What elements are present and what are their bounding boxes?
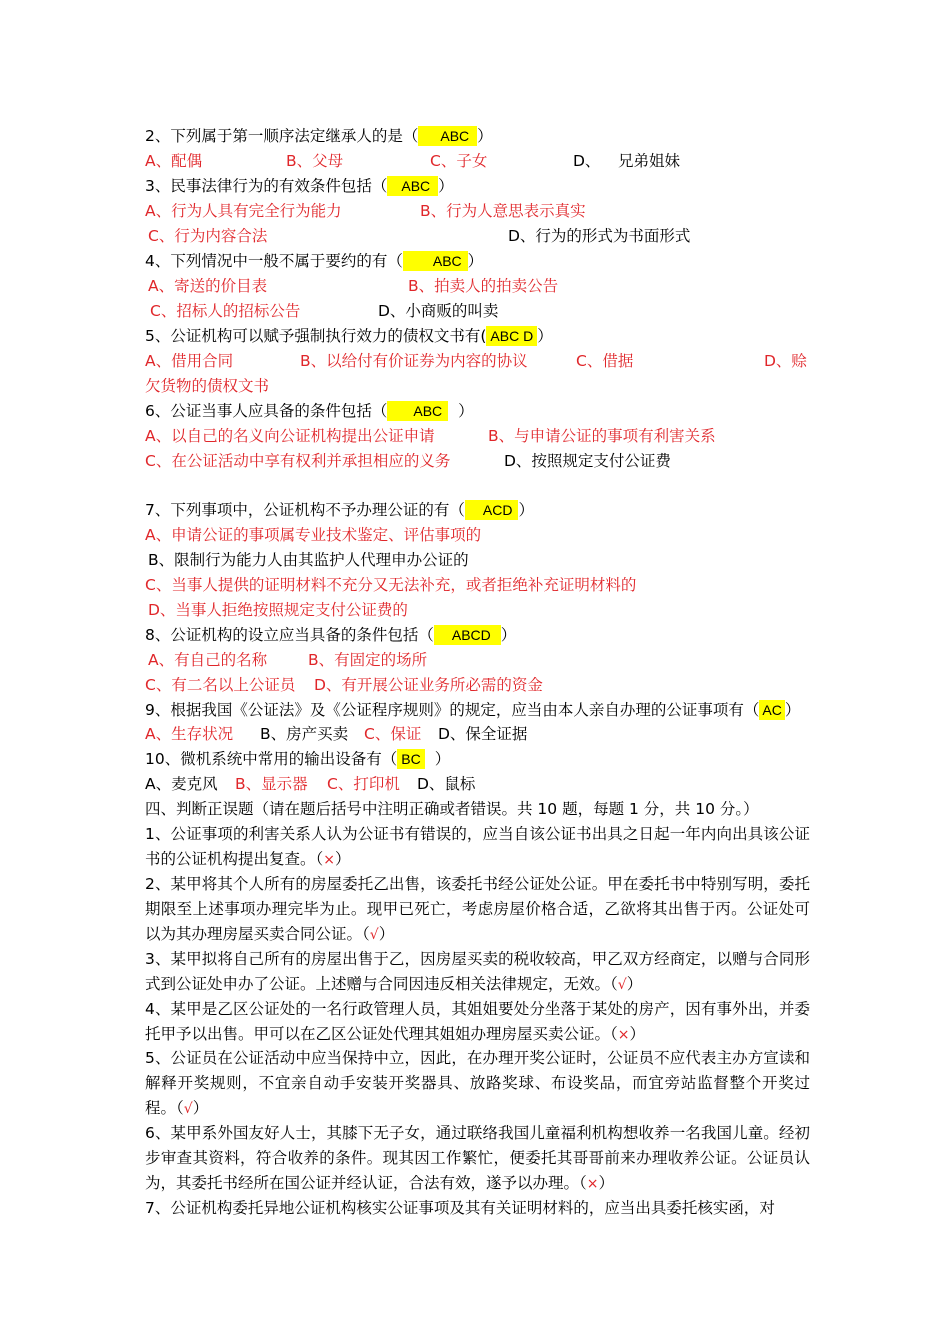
section-heading: 四、判断正误题（请在题后括号中注明正确或者错误。共 10 题，每题 1 分，共 10 分。） bbox=[145, 800, 759, 818]
option: A、以自己的名义向公证机构提出公证申请 bbox=[145, 427, 435, 445]
option: B、与申请公证的事项有利害关系 bbox=[488, 427, 716, 445]
option: A、寄送的价目表 bbox=[148, 277, 268, 295]
question-8-stem: 8、公证机构的设立应当具备的条件包括（ ABCD ） bbox=[145, 626, 517, 644]
option: C、在公证活动中享有权利并承担相应的义务 bbox=[145, 452, 451, 470]
answer-highlight: ABC bbox=[387, 176, 438, 196]
option: C、招标人的招标公告 bbox=[150, 302, 301, 320]
option: D、按照规定支付公证费 bbox=[504, 452, 671, 470]
tf-item-7: 7、公证机构委托异地公证机构核实公证事项及其有关证明材料的，应当出具委托核实函，对 bbox=[145, 1199, 775, 1217]
tf-item-5: 5、公证员在公证活动中应当保持中立，因此，在办理开奖公证时，公证员不应代表主办方宣读和解释开奖规则，不宜亲自动手安装开奖器具、放路奖球、布设奖品，而宜旁站监督整个开奖过程。（√） bbox=[145, 1049, 810, 1117]
option: C、当事人提供的证明材料不充分又无法补充，或者拒绝补充证明材料的 bbox=[145, 576, 637, 594]
question-2-stem: 2、下列属于第一顺序法定继承人的是（ ABC ） bbox=[145, 127, 493, 145]
option: B、房产买卖 bbox=[260, 725, 349, 743]
option: A、有自己的名称 bbox=[148, 651, 268, 669]
option: C、保证 bbox=[364, 725, 422, 743]
option: A、申请公证的事项属专业技术鉴定、评估事项的 bbox=[145, 526, 482, 544]
option: A、借用合同 bbox=[145, 352, 234, 370]
option: D、当事人拒绝按照规定支付公证费的 bbox=[148, 601, 408, 619]
answer-highlight: ABC bbox=[387, 401, 448, 421]
option: D、有开展公证业务所必需的资金 bbox=[314, 676, 543, 694]
option: B、行为人意思表示真实 bbox=[420, 202, 586, 220]
answer-highlight: ABC bbox=[403, 251, 468, 271]
option: D、保全证据 bbox=[438, 725, 528, 743]
option: D、赊 bbox=[764, 352, 807, 370]
option: C、行为内容合法 bbox=[148, 227, 268, 245]
question-9-stem: 9、根据我国《公证法》及《公证程序规则》的规定，应当由本人亲自办理的公证事项有（ AC ） bbox=[145, 701, 801, 719]
answer-highlight: ACD bbox=[465, 500, 519, 520]
option: C、有二名以上公证员 bbox=[145, 676, 296, 694]
tf-item-2: 2、某甲将其个人所有的房屋委托乙出售，该委托书经公证处公证。甲在委托书中特别写明，委托期限至上述事项办理完毕为止。现甲已死亡，考虑房屋价格合适，乙欲将其出售于丙。公证处可以为其办理房屋买卖合同公证。（√） bbox=[145, 875, 810, 943]
option-continuation: 欠货物的债权文书 bbox=[145, 377, 270, 395]
question-3-stem: 3、民事法律行为的有效条件包括（ ABC ） bbox=[145, 177, 454, 195]
question-5-stem: 5、公证机构可以赋予强制执行效力的债权文书有( ABC D ） bbox=[145, 327, 553, 345]
question-7-stem: 7、下列事项中，公证机构不予办理公证的有（ ACD ） bbox=[145, 501, 534, 519]
question-4-stem: 4、下列情况中一般不属于要约的有（ ABC ） bbox=[145, 252, 484, 270]
option: A、行为人具有完全行为能力 bbox=[145, 202, 342, 220]
option: C、子女 bbox=[430, 152, 488, 170]
answer-highlight: ABC bbox=[418, 126, 477, 146]
answer-highlight: AC bbox=[759, 700, 784, 720]
tf-item-6: 6、某甲系外国友好人士，其膝下无子女，通过联络我国儿童福利机构想收养一名我国儿童。经初步审查其资料，符合收养的条件。现其因工作繁忙，便委托其哥哥前来办理收养公证。公证员认为，其委托书经所在国公证并经认证，合法有效，遂予以办理。（×） bbox=[145, 1124, 810, 1192]
option: B、拍卖人的拍卖公告 bbox=[408, 277, 559, 295]
option: B、以给付有价证券为内容的协议 bbox=[300, 352, 528, 370]
option: A、生存状况 bbox=[145, 725, 234, 743]
tf-item-1: 1、公证事项的利害关系人认为公证书有错误的，应当自该公证书出具之日起一年内向出具该公证书的公证机构提出复查。（×） bbox=[145, 825, 810, 868]
option: C、打印机 bbox=[327, 775, 400, 793]
answer-highlight: BC bbox=[397, 749, 424, 769]
answer-highlight: ABC D bbox=[486, 326, 537, 346]
answer-highlight: ABCD bbox=[434, 625, 501, 645]
option: C、借据 bbox=[576, 352, 634, 370]
option: B、显示器 bbox=[235, 775, 308, 793]
tf-item-3: 3、某甲拟将自己所有的房屋出售于乙，因房屋买卖的税收较高，甲乙双方经商定，以赠与合同形式到公证处申办了公证。上述赠与合同因违反相关法律规定，无效。（√） bbox=[145, 950, 810, 993]
option: B、限制行为能力人由其监护人代理申办公证的 bbox=[148, 551, 469, 569]
option: B、父母 bbox=[286, 152, 344, 170]
option: D、 bbox=[573, 152, 601, 170]
option: D、行为的形式为书面形式 bbox=[508, 227, 691, 245]
option: D、鼠标 bbox=[417, 775, 476, 793]
question-10-stem: 10、微机系统中常用的输出设备有（ BC ） bbox=[145, 750, 451, 768]
option: 兄弟姐妹 bbox=[618, 152, 681, 170]
option: A、麦克风 bbox=[145, 775, 218, 793]
question-6-stem: 6、公证当事人应具备的条件包括（ ABC ） bbox=[145, 402, 474, 420]
option: A、配偶 bbox=[145, 152, 203, 170]
tf-item-4: 4、某甲是乙区公证处的一名行政管理人员，其姐姐要处分坐落于某处的房产，因有事外出，并委托甲予以出售。甲可以在乙区公证处代理其姐姐办理房屋买卖公证。（×） bbox=[145, 1000, 810, 1043]
option: D、小商贩的叫卖 bbox=[378, 302, 499, 320]
option: B、有固定的场所 bbox=[308, 651, 428, 669]
